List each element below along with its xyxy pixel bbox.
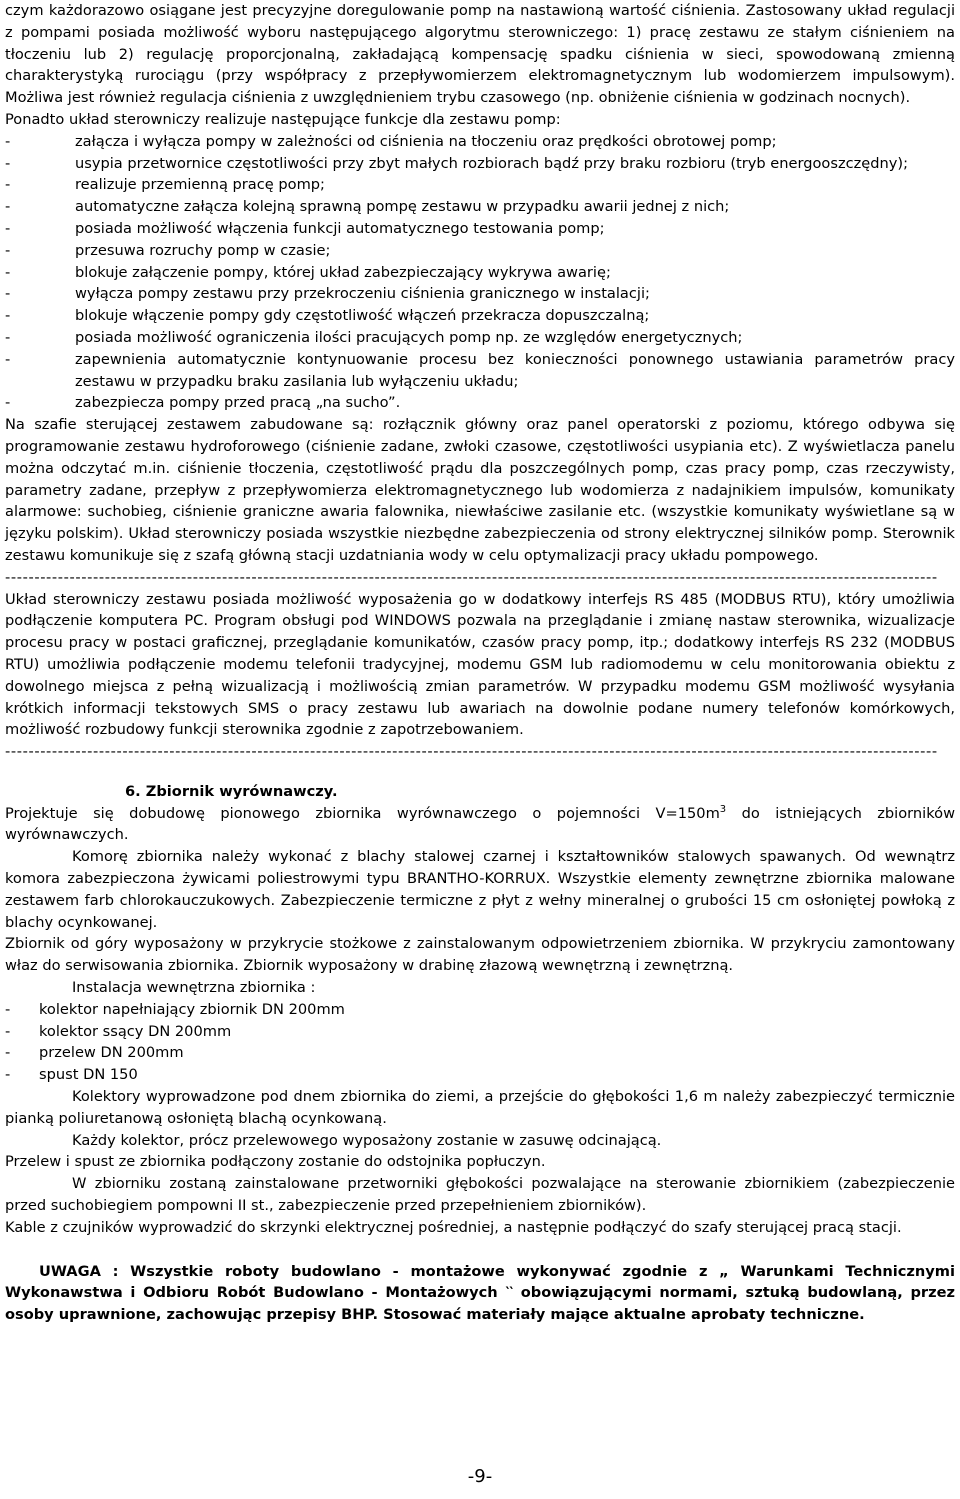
installation-intro: Instalacja wewnętrzna zbiornika : — [72, 979, 316, 997]
list-marker: - — [5, 263, 11, 281]
control-cabinet-paragraph: Na szafie sterującej zestawem zabudowane są: rozłącznik główny oraz panel operatorski z poziomu, którego odbywa się programowanie zestawu hydroforowego (ciśnienie zadane, zwłoki czasowe, częstotliwości usypiania etc). Z wyświetlacza panelu można odczytać m.in. ciśnienie tłoczenia, częstotliwość prądu dla poszczególnych pomp, czas pracy pomp, czas rzeczywisty, parametry zadane, przepływ z przepływomierza elektromagnetycznego lub wodomierza z nadajnikiem impulsów, komunikaty alarmowe: suchobieg, ciśnienie graniczne awaria falownika, niewłaściwe zasilanie etc. (wszystkie komunikaty wyświetlane są w języku polskim). Układ sterowniczy posiada wszystkie niezbędne zabezpieczenia od strony elektrycznej silników pomp. Sterownik zestawu komunikuje się z szafą główną stacji uzdatniania wody w celu optymalizacji pracy układu pompowego. — [5, 416, 955, 564]
tank-construction-paragraph: Komorę zbiornika należy wykonać z blachy stalowej czarnej i kształtowników stalowych spawanych. Od wewnątrz komora zabezpieczona żywicami poliestrowymi typu BRANTHO-KORRUX. Wszystkie elementy zewnętrzne zbiornika malowane zestawem farb chlorokauczukowych. Zabezpieczenie termiczne z płyt z wełny mineralnej o grubości 15 cm osłoniętej powłoką z blachy ocynkowanej. — [5, 848, 955, 931]
list-item: - zabezpiecza pompy przed pracą „na sucho”. — [5, 392, 955, 414]
list-item: - przesuwa rozruchy pomp w czasie; — [5, 240, 955, 262]
list-item: - kolektor ssący DN 200mm — [5, 1021, 955, 1043]
list-marker: - — [5, 1066, 11, 1084]
page-number: -9- — [467, 1466, 493, 1487]
intro-paragraph: czym każdorazowo osiągane jest precyzyjne doregulowanie pomp na nastawioną wartość ciśnienia. Zastosowany układ regulacji z pompami posiada możliwość wyboru następującego algorytmu sterowniczego: 1) pracę zestawu ze stałym ciśnieniem na tłoczeniu lub 2) regulację proporcjonalną, zakładającą kompensację spadku ciśnienia w sieci, spowodowaną zmienną charakterystyką rurociągu (przy współpracy z przepływomierzem elektromagnetycznym lub wodomierzem impulsowym). Możliwa jest również regulacja ciśnienia z uwzględnieniem trybu czasowego (np. obniżenie ciśnienia w godzinach nocnych). — [5, 2, 955, 107]
list-item: - automatyczne załącza kolejną sprawną pompę zestawu w przypadku awarii jednej z nich; — [5, 196, 955, 218]
tank-paragraph: Projektuje się dobudowę pionowego zbiornika wyrównawczego o pojemności $V=150m^3$ do istniejących zbiorników wyrównawczych. — [5, 803, 956, 844]
cables-paragraph: Kable z czujników wyprowadzić do skrzynki elektrycznej pośredniej, a następnie podłączyć do szafy sterującej pracą stacji. — [5, 1218, 902, 1236]
list-marker: - — [5, 1000, 11, 1018]
list-item: - realizuje przemienną pracę pomp; — [5, 174, 955, 196]
list-marker: - — [5, 176, 11, 194]
list-item: - posiada możliwość włączenia funkcji automatycznego testowania pomp; — [5, 218, 955, 240]
list-item: - kolektor napełniający zbiornik DN 200mm — [5, 999, 955, 1021]
list-marker: - — [5, 219, 11, 237]
list-marker: - — [5, 1044, 11, 1062]
functions-list — [5, 131, 955, 414]
list-item: - zapewnienia automatycznie kontynuowanie procesu bez konieczności ponownego ustawiania parametrów pracy zestawu w przypadku braku zasilania lub wyłączeniu układu; — [5, 350, 955, 390]
collectors-paragraph: Kolektory wyprowadzone pod dnem zbiornika do ziemi, a przejście do głębokości 1,6 m należy zabezpieczyć termicznie pianką poliuretanową osłoniętą blachą ocynkowaną. — [5, 1088, 955, 1127]
list-marker: - — [5, 285, 11, 303]
list-marker: - — [5, 394, 11, 412]
list-marker: - — [5, 198, 11, 216]
optional-interface-paragraph: Układ sterowniczy zestawu posiada możliwość wyposażenia go w dodatkowy interfejs RS 485 (MODBUS RTU), który umożliwia podłączenie komputera PC. Program obsługi pod WINDOWS pozwala na przeglądanie i zmianę nastaw sterownika, wizualizacje procesu pracy w postaci graficznej, przeglądanie komunikatów, czasów pracy pomp, itp.; dodatkowy interfejs RS 232 (MODBUS RTU) umożliwia podłączenie modemu telefonii tradycyjnej, modemu GSM lub radiomodemu w celu monitorowania obiektu z dowolnego miejsca z pełną wizualizacją i możliwością zmian parametrów. W przypadku modemu GSM możliwość wysyłania krótkich informacji tekstowych SMS o pracy zestawu lub awariach na dowolnie podane numery telefonów komórkowych, możliwość rozbudowy funkcji sterownika zgodnie z zapotrzebowaniem. — [5, 590, 955, 739]
installation-list — [5, 999, 955, 1086]
list-item: - usypia przetwornice częstotliwości przy zbyt małych rozbiorach bądź przy braku rozbioru (tryb energooszczędny); — [5, 153, 955, 175]
transducers-paragraph: W zbiorniku zostaną zainstalowane przetworniki głębokości pozwalające na sterowanie zbiornikiem (zabezpieczenie przed suchobiegiem pompowni II st., zabezpieczenie przed przepełnieniem zbiorników). — [5, 1175, 955, 1215]
tank-top-paragraph: Zbiornik od góry wyposażony w przykrycie stożkowe z zainstalowanym odpowietrzeniem zbiornika. W przykryciu zamontowany właz do serwisowania zbiornika. Zbiornik wyposażony w drabinę złazową wewnętrzną i zewnętrzną. — [5, 935, 955, 975]
list-marker: - — [5, 350, 11, 368]
separator-line: --------------------------------------------------------------------------------------------------------------------------------------------------------------- — [5, 568, 938, 586]
overflow-paragraph: Przelew i spust ze zbiornika podłączony zostanie do odstojnika popłuczyn. — [5, 1153, 546, 1171]
functions-intro: Ponadto układ sterowniczy realizuje następujące funkcje dla zestawu pomp: — [5, 110, 561, 128]
list-marker: - — [5, 132, 11, 150]
valve-paragraph: Każdy kolektor, prócz przelewowego wyposażony zostanie w zasuwę odcinającą. — [72, 1131, 662, 1149]
list-item: - załącza i wyłącza pompy w zależności od ciśnienia na tłoczeniu oraz prędkości obrotowej pomp; — [5, 131, 955, 153]
list-item: - spust DN 150 — [5, 1064, 955, 1086]
document-page — [5, 0, 955, 1326]
list-marker: - — [5, 328, 11, 346]
list-item: - blokuje załączenie pompy, której układ zabezpieczający wykrywa awarię; — [5, 262, 955, 284]
list-item: - blokuje włączenie pompy gdy częstotliwość włączeń przekracza dopuszczalną; — [5, 305, 955, 327]
warning-note: UWAGA : Wszystkie roboty budowlano - montażowe wykonywać zgodnie z „ Warunkami Technicznymi Wykonawstwa i Odbioru Robót Budowlano - Montażowych ‵‵ obowiązującymi normami, sztuką budowlaną, przez osoby uprawnione, zachowując przepisy BHP. Stosować materiały mające aktualne aprobaty techniczne. — [5, 1262, 955, 1324]
list-marker: - — [5, 1022, 11, 1040]
list-marker: - — [5, 241, 11, 259]
list-item: - przelew DN 200mm — [5, 1042, 955, 1064]
separator-line: --------------------------------------------------------------------------------------------------------------------------------------------------------------- — [5, 743, 938, 761]
list-item: - wyłącza pompy zestawu przy przekroczeniu ciśnienia granicznego w instalacji; — [5, 283, 955, 305]
list-marker: - — [5, 307, 11, 325]
list-item: - posiada możliwość ograniczenia ilości pracujących pomp np. ze względów energetycznych; — [5, 327, 955, 349]
list-marker: - — [5, 154, 11, 172]
section-heading: 6. Zbiornik wyrównawczy. — [125, 782, 338, 800]
